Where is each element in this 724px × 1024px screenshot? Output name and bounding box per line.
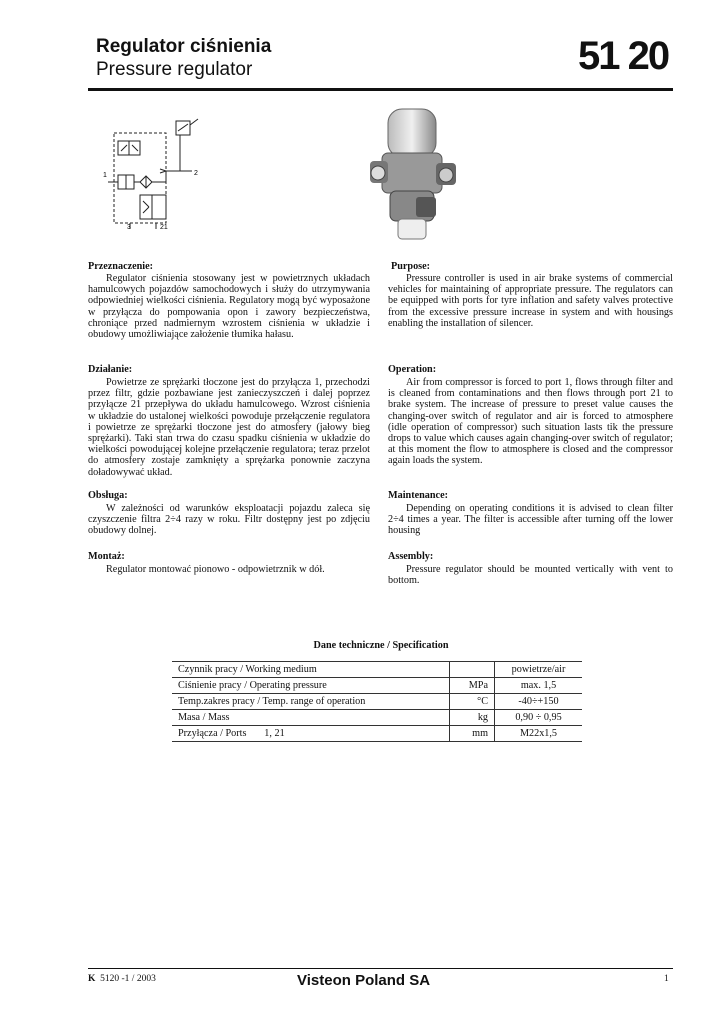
section-heading: Montaż: — [88, 551, 125, 562]
spec-value: M22x1,5 — [495, 726, 583, 742]
table-row — [172, 694, 582, 710]
spec-value: powietrze/air — [495, 662, 583, 678]
table-row — [172, 726, 582, 742]
section-heading: Obsługa: — [88, 490, 128, 501]
page-title-pl: Regulator ciśnienia — [96, 36, 272, 57]
code-prefix: K — [88, 974, 96, 984]
spec-param: Ciśnienie pracy / Operating pressure — [172, 678, 450, 694]
footer-divider — [88, 968, 673, 969]
spec-value: -40÷+150 — [495, 694, 583, 710]
spec-title: Dane techniczne / Specification — [313, 640, 449, 651]
section-body: Air from compressor is forced to port 1, flows through filter and is cleaned from contaminations and then flows through port 21 to brake system. The increase of pressure to preset value causes the changing-over switch of regulator and air is forced to atmosphere (idle operation of compressor) such situation lasts tik the pressure drops to value which causes again changing-over switch of regulator; at this moment the flow to atmosphere is closed and the compressor again loads the system. — [388, 377, 673, 467]
catalog-number: 51 20 — [578, 34, 669, 78]
spec-unit: kg — [450, 710, 495, 726]
port-label-21: 21 — [160, 224, 168, 230]
port-label-2: 2 — [194, 170, 198, 177]
document-code — [88, 974, 156, 984]
page-title-en: Pressure regulator — [96, 59, 253, 80]
code-value: 5120 -1 / 2003 — [100, 974, 156, 984]
spec-unit: °C — [450, 694, 495, 710]
port-label-3: 3 — [127, 224, 131, 230]
section-body: Regulator ciśnienia stosowany jest w powietrznych układach hamulcowych pojazdów samochodowych i służy do utrzymywania odpowiedniej wielkości ciśnienia. Regulatory mogą być wyposażone w przyłącza do pompowania opon i zawory bezpieczeństwa, chroniące przed nadmiernym wzrostem ciśnienia w układzie i obudowy umożliwiające założenie tłumika hałasu. — [88, 273, 370, 341]
valve-block-lower — [152, 195, 166, 219]
page-number: 1 — [664, 974, 669, 984]
section-body: W zależności od warunków eksploatacji pojazdu zaleca się czyszczenie filtra 2÷4 razy w roku. Filtr dostępny jest po zdjęciu obudowy dolnej. — [88, 503, 370, 537]
section-heading: Operation: — [388, 364, 437, 375]
section-heading: Działanie: — [88, 364, 133, 375]
section-body: Depending on operating conditions it is advised to clean filter 2÷4 times a year. The filter is accessible after turning off the lower housing — [388, 503, 673, 537]
port-label-1: 1 — [103, 172, 107, 179]
spec-param: Przyłącza / Ports 1, 21 — [172, 726, 450, 742]
spec-param: Temp.zakres pracy / Temp. range of operation — [172, 694, 450, 710]
spec-unit: mm — [450, 726, 495, 742]
table-row — [172, 678, 582, 694]
spec-param: Czynnik pracy / Working medium — [172, 662, 450, 678]
spec-unit — [450, 662, 495, 678]
header-divider — [88, 88, 673, 91]
section-body: Pressure regulator should be mounted vertically with vent to bottom. — [388, 564, 673, 587]
section-body: Regulator montować pionowo - odpowietrznik w dół. — [106, 564, 325, 575]
table-row — [172, 710, 582, 726]
section-heading: Purpose: — [391, 261, 431, 272]
section-heading: Assembly: — [388, 551, 434, 562]
product-photo — [360, 103, 462, 246]
spec-param: Masa / Mass — [172, 710, 450, 726]
spec-table — [172, 661, 582, 742]
section-heading: Przeznaczenie: — [88, 261, 154, 272]
spec-value: max. 1,5 — [495, 678, 583, 694]
pneumatic-schematic — [100, 115, 212, 230]
company-name: Visteon Poland SA — [297, 972, 431, 989]
spec-unit: MPa — [450, 678, 495, 694]
section-heading: Maintenance: — [388, 490, 448, 501]
section-body: Pressure controller is used in air brake systems of commercial vehicles for maintaining of appropriate pressure. The regulators can be equipped with ports for tyre inflation and safety valves protective from the excessive pressure increase in system and with housings enabling the installation of silencer. — [388, 273, 673, 329]
spec-value: 0,90 ÷ 0,95 — [495, 710, 583, 726]
table-row — [172, 662, 582, 678]
section-body: Powietrze ze sprężarki tłoczone jest do przyłącza 1, przechodzi przez filtr, gdzie pozbawiane jest zanieczyszczeń i dalej poprzez przyłącze 21 przepływa do układu hamulcowego. Wzrost ciśnienia w układzie do ustalonej wielkości powoduje przełączenie regulatora i powietrze ze sprężarki tłoczone jest do atmosfery (jałowy bieg sprężarki). Taki stan trwa do czasu spadku ciśnienia w układzie do wielkości powodującej kolejne przełączenie regulatora; teraz przelot do atmosfery zostaje zamknięty a sprężarka ponownie zaczyna doładowywać układ. — [88, 377, 370, 478]
